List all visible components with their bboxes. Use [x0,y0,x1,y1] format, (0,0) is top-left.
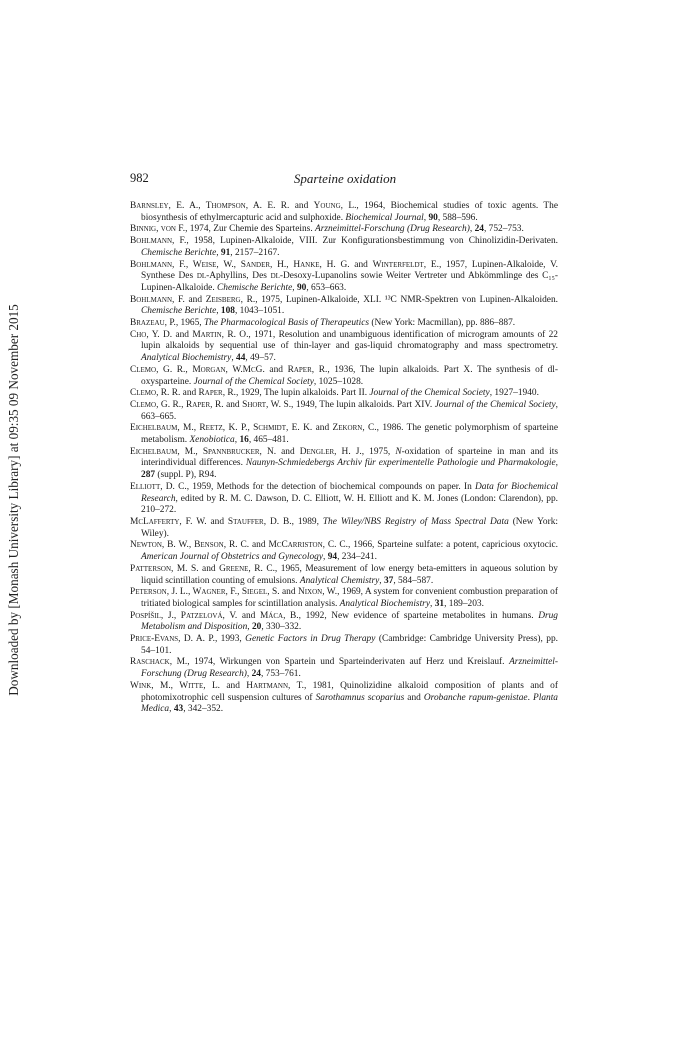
reference-text: and [220,680,247,691]
reference-text: , [430,598,435,609]
reference-text: Price-Evans, D. A. P. [130,634,215,645]
reference-text: and [349,259,373,270]
reference-text: -Aphyllins, Des [206,271,271,282]
reference-text: Clemo, G. R., Morgan, W.McG. [130,364,265,375]
reference-entry [130,224,558,236]
reference-text: , edited by R. M. C. Dawson, D. C. Elliott, W. H. Elliott and K. M. Jones (London: Clarendon), pp. 210–272. [141,493,558,516]
reference-text: , 1964, Biochemical studies of toxic agents. The biosynthesis of ethylmercapturic acid and sulphoxide. [141,201,559,223]
reference-text: Orobanche rapum-genistae [423,692,528,703]
reference-text: The Wiley/NBS Registry of Mass Spectral Data [322,516,509,527]
reference-text: , 1974, Wirkungen von Spartein und Sparteinderivaten auf Herz und Kreislauf. [187,657,510,668]
reference-text: , 1986. The genetic polymorphism of sparteine metabolism. [141,423,559,446]
reference-text: 24 [474,224,484,235]
reference-entry [130,295,558,318]
reference-text: Bohlmann, F., Weise, W., Sander, H., Hanke, H. G. [130,259,350,270]
reference-text: , 1975, [361,446,396,457]
reference-text: Short, W. S. [242,399,292,410]
reference-text: 44 [236,353,246,364]
reference-text: , 1969, A system for convenient combustion preparation of tritiated biological samples for scintillation analysis. [141,587,558,609]
reference-text: Young, L. [313,201,357,211]
reference-entry [130,611,558,634]
reference-text: Naunyn-Schmiedebergs Archiv für experimentelle Pathologie und Pharmakologie [245,458,556,469]
reference-entry [130,318,558,330]
reference-text: , [234,435,240,446]
reference-text: , 342–352. [183,704,224,715]
reference-text: and [237,610,260,621]
reference-text: McLafferty, F. W. [130,516,207,527]
reference-text: and [223,399,243,410]
reference-text: (Cambridge: Cambridge University Press), pp. 54–101. [141,634,559,656]
reference-text: 91 [220,247,231,258]
reference-text: Arzneimittel-Forschung (Drug Research) [315,224,470,235]
reference-text: , 1043–1051. [234,306,285,317]
reference-text: Journal of the Chemical Society [369,388,490,399]
reference-text: N [395,446,402,457]
reference-text: Xenobiotica [189,435,235,446]
reference-text: and [198,563,220,574]
reference-text: Bohlmann, F. [130,294,185,305]
reference-text: Data for Biochemical Research [141,481,558,504]
reference-text: , 2157–2167. [230,247,280,258]
reference-entry [130,423,558,446]
reference-text: and [249,540,269,551]
reference-entry [130,587,558,610]
reference-text: -Desoxy-Lupanolins sowie Weiter Vertreter und Abkömmlinge des C₁₅-Lupinen-Alkaloide. [141,271,558,293]
reference-text: 90 [296,282,307,293]
reference-list [130,201,558,716]
reference-text: Eichelbaum, M., Spannbrucker, N. [130,446,277,457]
reference-text: and [276,446,300,457]
reference-text: , [323,552,328,563]
running-title: Sparteine oxidation [293,171,397,186]
page-header [130,171,560,189]
reference-text: , 1927–1940. [489,388,539,399]
reference-text: , 1975, Lupinen-Alkaloide, XLI. ¹³C NMR-Spektren von Lupinen-Alkaloiden. [255,294,558,305]
reference-text: -oxidation of sparteine in man and its interindividual differences. [141,446,559,469]
reference-text: Chemische Berichte [217,282,293,293]
reference-entry [130,236,558,259]
reference-entry [130,482,558,517]
reference-entry [130,657,558,680]
reference-text: (New York: Macmillan), pp. 886–887. [369,318,516,329]
reference-text: Planta Medica [141,692,558,715]
reference-entry [130,634,558,657]
reference-text: , [231,353,237,364]
reference-text: , 1965, Measurement of low energy beta-emitters in aqueous solution by liquid scintillation counting of emulsions. [141,563,558,586]
reference-text: Raper, R. [287,364,328,375]
reference-text: Eichelbaum, M., Reetz, K. P., Schmidt, E. K. [130,423,313,434]
reference-entry [130,260,558,295]
reference-text: , 752–753. [483,224,524,235]
reference-text: , [555,458,558,469]
reference-entry [130,365,558,388]
reference-text: , 1949, The lupin alkaloids. Part XIV. [291,399,435,410]
reference-text: Elliott, D. C. [130,481,187,492]
reference-text: Genetic Factors in Drug Therapy [245,634,376,645]
reference-entry [130,517,558,540]
reference-text: , 588–596. [437,212,478,223]
reference-entry [130,447,558,482]
reference-text: , 330–332. [261,622,302,633]
reference-text: Biochemical Journal [345,212,424,223]
reference-text: (suppl. P), R94. [155,470,217,481]
reference-text: , [292,282,297,293]
reference-text: , 189–203. [444,598,484,609]
reference-text: , 1971, Resolution and unambiguous identification of microgram amounts of 22 lupin alkaloids by sequential use of thin-layer and gas-liquid chromatography and mass spectrometry. [141,329,558,352]
reference-text: 94 [327,552,338,563]
reference-entry [130,388,558,400]
reference-text: , 465–481. [248,435,289,446]
reference-text: , 584–587. [393,575,434,586]
reference-text: Zekorn, C. [332,423,377,434]
reference-text: , 1989, [291,516,323,527]
reference-text: , [469,224,475,235]
reference-text: Stauffer, D. B. [227,516,292,527]
reference-text: Clemo, G. R., Raper, R. [130,399,224,410]
reference-text: Journal of the Chemical Society [193,376,314,387]
reference-text: 37 [383,575,394,586]
reference-text: American Journal of Obstetrics and Gynecology [141,552,323,563]
reference-text: and [289,201,314,211]
reference-text: 108 [220,306,235,317]
reference-text: Drug Metabolism and Disposition [141,610,558,633]
reference-text: Zeisberg, R. [205,294,256,305]
reference-text: , 234–241. [337,552,377,563]
reference-text: , [247,622,252,633]
reference-text: Brazeau, P. [130,318,176,329]
reference-text: , 1993, [214,634,246,645]
reference-text: dl [270,271,280,282]
reference-text: Arzneimittel-Forschung (Drug Research) [141,657,559,680]
reference-text: Newton, B. W., Benson, R. C. [130,540,250,551]
reference-entry [130,330,558,365]
reference-text: Chemische Berichte [141,247,217,258]
reference-text: , 1966, Sparteine sulfate: a potent, capricious oxytocic. [348,540,558,551]
reference-text: Analytical Biochemistry [141,353,232,364]
reference-text: , [169,704,174,715]
reference-text: 31 [434,598,445,609]
reference-text: , [216,247,221,258]
reference-text: Martin, R. O. [192,329,249,340]
reference-text: Bohlmann, F. [130,236,187,247]
reference-text: Cho, Y. D. [130,329,173,340]
reference-text: Barnsley, E. A., Thompson, A. E. R. [130,201,290,211]
reference-text: , 1992, New evidence of sparteine metabolites in humans. [298,610,539,621]
reference-text: and [184,294,206,305]
reference-text: Dengler, H. J. [299,446,362,457]
reference-text: , [423,212,429,223]
reference-text: , 663–665. [141,399,558,422]
reference-text: , 1929, The lupin alkaloids. Part II. [235,388,370,399]
reference-text: , [246,669,252,680]
reference-text: , [216,306,221,317]
reference-text: Analytical Chemistry [299,575,380,586]
reference-text: Hartmann, T. [246,680,304,691]
reference-text: Greene, R. C. [219,563,275,574]
reference-text: , 1957, Lupinen-Alkaloide, V. Synthese Des [141,259,558,282]
reference-text: dl [196,271,207,282]
reference-text: Raschack, M. [130,657,188,668]
reference-text: and [279,587,298,598]
reference-text: (New York: Wiley). [141,516,559,539]
reference-text: Máca, B. [259,610,299,621]
reference-text: Analytical Biochemistry [339,598,430,609]
reference-text: , 1936, The lupin alkaloids. Part X. The synthesis of dl-oxysparteine. [141,364,559,387]
reference-text: , 1025–1028. [313,376,364,387]
reference-text: , 753–761. [260,669,301,680]
reference-entry [130,564,558,587]
reference-text: Pospíšil, J., Patzelová, V. [130,610,238,621]
reference-text: 24 [251,669,261,680]
page-number: 982 [130,171,149,185]
reference-text: , 49–57. [245,353,276,364]
reference-entry [130,540,558,563]
reference-text: , 1981, Quinolizidine alkaloid composition of plants and of photomixotrophic cell suspension cultures of [141,680,558,703]
reference-text: Patterson, M. S. [130,563,199,574]
reference-text: Peterson, J. L., Wagner, F., Siegel, S. [130,587,280,598]
reference-text: Wink, M., Witte, L. [130,680,221,691]
reference-text: , 1974, Zur Chemie des Sparteins. [185,224,316,235]
reference-text: 287 [141,470,156,481]
reference-text: McCarriston, C. C. [268,540,349,551]
reference-text: , 653–663. [306,282,347,293]
reference-text: and [206,516,228,527]
reference-text: Raper, R. [198,388,236,399]
download-watermark: Downloaded by [Monash University Library] at 09:35 09 November 2015 [6,304,21,696]
reference-text: and [172,329,193,340]
reference-text: 20 [251,622,262,633]
reference-text: , 1965, [175,318,204,329]
reference-text: and [264,364,288,375]
reference-text: Nixon, W. [297,587,338,598]
reference-text: 43 [173,704,184,715]
reference-text: 90 [428,212,438,223]
reference-text: and [404,692,424,703]
reference-text: Winterfeldt, E. [372,259,439,270]
reference-text: . [527,692,533,703]
reference-entry [130,201,558,224]
reference-text: Sarothamnus scoparius [315,692,405,703]
reference-entry [130,400,558,423]
reference-text: The Pharmacological Basis of Therapeutics [203,318,370,329]
reference-text: , 1958, Lupinen-Alkaloide, VIII. Zur Konfigurationsbestimmung von Chinolizidin-Derivaten. [186,236,558,247]
reference-text: Chemische Berichte [141,306,217,317]
reference-text: and [180,388,199,399]
reference-entry [130,681,558,716]
reference-text: 16 [239,435,249,446]
reference-text: Clemo, R. R. [130,388,181,399]
reference-text: Journal of the Chemical Society [434,399,556,410]
reference-text: and [312,423,333,434]
reference-text: , 1959, Methods for the detection of biochemical compounds on paper. In [186,481,475,492]
reference-text: Binnig, von F. [130,224,186,235]
reference-text: , [379,575,384,586]
